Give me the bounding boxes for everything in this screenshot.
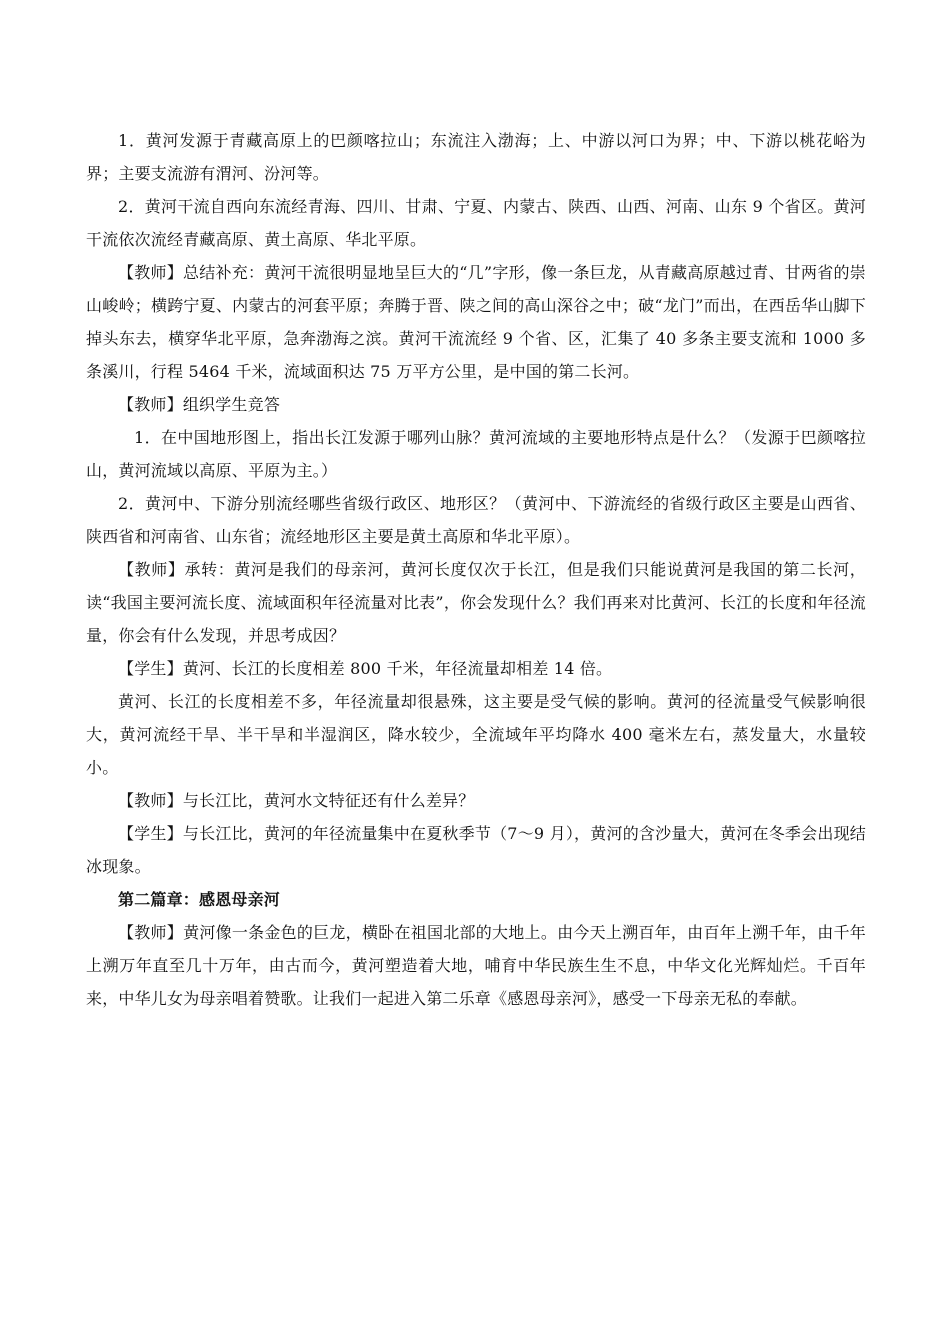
paragraph-source-and-tributaries [86,124,866,190]
section-heading-chapter-two [86,883,866,916]
speaker-label: 【教师】 [118,263,183,282]
paragraph-teacher-quiz [86,388,866,421]
paragraph-teacher-hydrology-question [86,784,866,817]
paragraph-text: 2．黄河干流自西向东流经青海、四川、甘肃、宁夏、内蒙古、陕西、山西、河南、山东 9 个省区。黄河干流依次流经青藏高原、黄土高原、华北平原。 [86,197,866,249]
paragraph-quiz-question-1 [86,421,866,487]
paragraph-student-answer-length [86,652,866,685]
speaker-label: 【学生】 [118,659,183,678]
paragraph-text: 与长江比，黄河的年径流量集中在夏秋季节（7～9 月），黄河的含沙量大，黄河在冬季会出现结冰现象。 [86,824,866,876]
paragraph-teacher-summary [86,256,866,388]
paragraph-quiz-question-2 [86,487,866,553]
speaker-label: 【学生】 [118,824,183,843]
paragraph-text: 与长江比，黄河水文特征还有什么差异？ [182,791,475,810]
paragraph-text: 1．在中国地形图上，指出长江发源于哪列山脉？黄河流域的主要地形特点是什么？（发源于巴颜喀拉山，黄河流域以高原、平原为主。） [86,428,866,480]
paragraph-runoff-explanation [86,685,866,784]
paragraph-text: 黄河像一条金色的巨龙，横卧在祖国北部的大地上。由今天上溯百年，由百年上溯千年，由千年上溯万年直至几十万年，由古而今，黄河塑造着大地，哺育中华民族生生不息，中华文化光辉灿烂。千百年来，中华儿女为母亲唱着赞歌。让我们一起进入第二乐章《感恩母亲河》，感受一下母亲无私的奉献。 [86,923,866,1008]
paragraph-text: 2．黄河中、下游分别流经哪些省级行政区、地形区？（黄河中、下游流经的省级行政区主要是山西省、陕西省和河南省、山东省；流经地形区主要是黄土高原和华北平原）。 [86,494,866,546]
paragraph-text: 总结补充：黄河干流很明显地呈巨大的“几”字形，像一条巨龙，从青藏高原越过青、甘两省的崇山峻岭；横跨宁夏、内蒙古的河套平原；奔腾于晋、陕之间的高山深谷之中；破“龙门”而出，在西岳华山脚下掉头东去，横穿华北平原，急奔渤海之滨。黄河干流流经 9 个省、区，汇集了 40 多条主要支流和 1000 多条溪川，行程 5464 千米，流域面积达 75 万平方公里，是中国的第二长河。 [86,263,866,381]
section-title: 第二篇章：感恩母亲河 [118,890,281,909]
paragraph-student-hydrology-answer [86,817,866,883]
speaker-label: 【教师】 [118,560,185,579]
paragraph-provinces-and-landforms [86,190,866,256]
speaker-label: 【教师】 [118,791,183,810]
speaker-label: 【教师】 [118,923,184,942]
paragraph-text: 承转：黄河是我们的母亲河，黄河长度仅次于长江，但是我们只能说黄河是我国的第二长河，读“我国主要河流长度、流域面积年径流量对比表”，你会发现什么？我们再来对比黄河、长江的长度和年径流量，你会有什么发现，并思考成因？ [86,560,866,645]
document-body [86,124,866,1015]
speaker-label: 【教师】 [118,395,183,414]
paragraph-text: 黄河、长江的长度相差不多，年径流量却很悬殊，这主要是受气候的影响。黄河的径流量受气候影响很大，黄河流经干旱、半干旱和半湿润区，降水较少，全流域年平均降水 400 毫米左右，蒸发量大，水量较小。 [86,692,866,777]
paragraph-text: 黄河、长江的长度相差 800 千米，年径流量却相差 14 倍。 [182,659,613,678]
paragraph-teacher-gratitude [86,916,866,1015]
paragraph-text: 1．黄河发源于青藏高原上的巴颜喀拉山；东流注入渤海；上、中游以河口为界；中、下游以桃花峪为界；主要支流游有渭河、汾河等。 [86,131,866,183]
paragraph-teacher-transition [86,553,866,652]
paragraph-text: 组织学生竞答 [182,395,281,414]
